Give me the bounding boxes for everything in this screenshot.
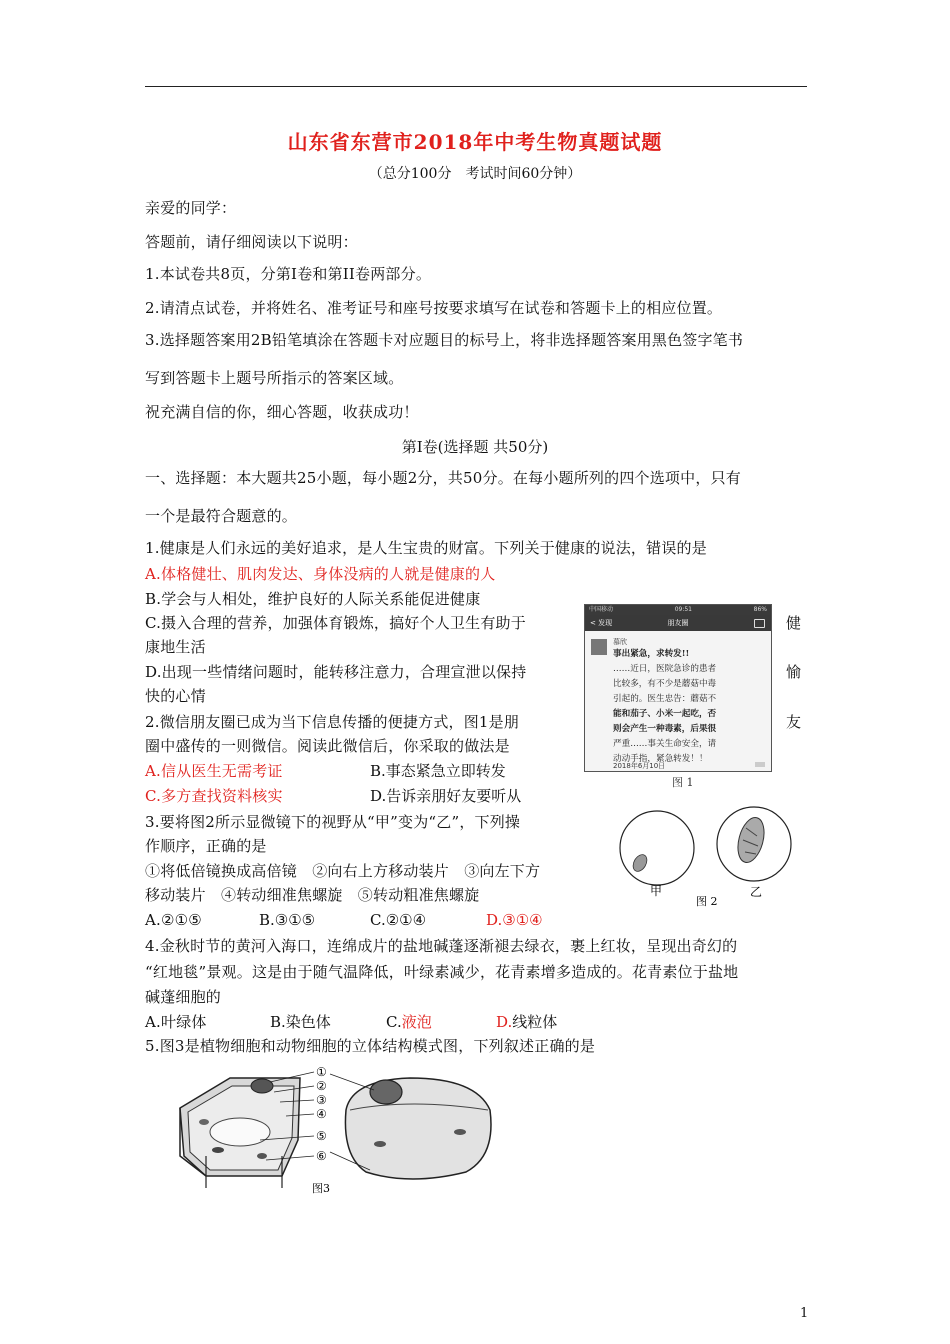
q2-option-c: C.多方查找资料核实 [145,787,283,805]
figure-2-caption: 图 2 [696,895,718,908]
label-2: ② [316,1079,327,1093]
post-line: ……近日，医院急诊的患者 [613,664,717,674]
greeting: 亲爱的同学： [145,199,237,217]
label-yi: 乙 [750,885,763,899]
q1-option-c-cont: 康地生活 [145,638,206,656]
camera-icon [754,619,765,628]
section-instruction: 一、选择题：本大题共25小题，每小题2分，共50分。在每小题所列的四个选项中，只有 [145,469,741,487]
comment-icon [755,762,765,767]
wechat-nav-bar [585,615,771,631]
post-line: 严重……事关生命安全，请 [613,739,717,749]
page-title: 山东省东营市2018年中考生物真题试题 [287,130,663,154]
instruction-item-3: 3.选择题答案用2B铅笔填涂在答题卡对应题目的标号上，将非选择题答案用黑色签字笔书 [145,331,744,349]
q1-option-a: A.体格健壮、肌肉发达、身体没病的人就是健康的人 [145,565,496,583]
q3-operations: ①将低倍镜换成高倍镜 ②向右上方移动装片 ③向左下方 [145,862,541,880]
label-5: ⑤ [316,1129,327,1143]
q4-option-d: D.线粒体 [496,1013,558,1031]
q1-stem: 1.健康是人们永远的美好追求，是人生宝贵的财富。下列关于健康的说法，错误的是 [145,539,707,557]
nav-title: 朋友圈 [667,619,689,627]
q2-stem: 2.微信朋友圈已成为当下信息传播的便捷方式，图1是朋 [145,713,520,731]
q2-stem-wrap: 友 [786,713,802,731]
q1-option-c-wrap: 健 [786,614,802,632]
figure-3-cells [170,1060,500,1200]
specimen-large [733,815,768,866]
q5-stem: 5.图3是植物细胞和动物细胞的立体结构模式图，下列叙述正确的是 [145,1037,596,1055]
q1-option-d: D.出现一些情绪问题时，能转移注意力，合理宣泄以保持 [145,663,527,681]
phone-status-bar [585,605,771,615]
q3-stem: 3.要将图2所示显微镜下的视野从“甲”变为“乙”，下列操 [145,813,521,831]
q3-operations-cont: 移动装片 ④转动细准焦螺旋 ⑤转动粗准焦螺旋 [145,886,480,904]
instruction-item-1: 1.本试卷共8页，分第I卷和第II卷两部分。 [145,265,432,283]
vacuole [210,1118,270,1146]
specimen-small [630,852,649,874]
label-4: ④ [316,1107,327,1121]
figure-3-caption: 图3 [312,1182,330,1195]
battery: 86% [753,606,767,613]
label-3: ③ [316,1093,327,1107]
instruction-lead: 答题前，请仔细阅读以下说明： [145,233,358,251]
poster-name: 慕欣 [613,638,627,646]
instruction-item-3-cont: 写到答题卡上题号所指示的答案区域。 [145,369,404,387]
q2-stem-cont: 圈中盛传的一则微信。阅读此微信后，你采取的做法是 [145,737,510,755]
instruction-item-2: 2.请清点试卷，并将姓名、准考证号和座号按要求填写在试卷和答题卡上的相应位置。 [145,299,723,317]
q3-option-a: A.②①⑤ [145,911,202,929]
carrier: 中国移动 [589,606,614,613]
avatar [591,639,607,655]
label-1: ① [316,1065,327,1079]
field-jia [620,811,694,885]
post-line: 引起的。医生忠告：蘑菇不 [613,694,717,704]
label-6: ⑥ [316,1149,327,1163]
q2-option-b: B.事态紧急立即转发 [370,762,506,780]
animal-cell [345,1078,491,1179]
plant-nucleus [251,1079,273,1093]
q1-option-d-cont: 快的心情 [145,687,206,705]
figure-1-wechat [584,604,772,772]
wish: 祝充满自信的你，细心答题，收获成功！ [145,403,419,421]
post-body [613,647,763,767]
post-line: 能和茄子、小米一起吃，否 [613,709,717,719]
clock: 09:51 [674,606,692,613]
q1-option-d-wrap: 愉 [786,663,802,681]
label-jia: 甲 [650,884,663,898]
q2-option-d: D.告诉亲朋好友要听从 [370,787,522,805]
q1-option-c: C.摄入合理的营养，加强体育锻炼，搞好个人卫生有助于 [145,614,526,632]
post-line: 则会产生一种毒素，后果很 [613,724,717,734]
q4-stem: 4.金秋时节的黄河入海口，连绵成片的盐地碱蓬逐渐褪去绿衣，裹上红妆，呈现出奇幻的 [145,937,738,955]
chloroplast [212,1147,224,1153]
section-instruction-cont: 一个是最符合题意的。 [145,507,298,525]
q3-option-c: C.②①④ [370,911,427,929]
q4-stem-end: 碱蓬细胞的 [145,988,222,1006]
animal-nucleus [370,1080,402,1104]
q2-option-a-text: A.信从医生无需考证 [145,762,283,780]
figure-2-microscope [612,800,812,912]
post-line: 事出紧急，求转发!! [613,649,690,659]
page-number: 1 [800,1306,809,1321]
q4-option-a: A.叶绿体 [145,1013,207,1031]
post-line: 比较多，有不少是蘑菇中毒 [613,679,717,689]
section-heading: 第Ⅰ卷(选择题 共50分) [401,438,549,456]
figure-1-caption: 图 1 [672,776,694,789]
top-rule [145,86,807,87]
q3-option-b: B.③①⑤ [259,911,316,929]
q2-option-a [145,761,283,781]
q4-option-b: B.染色体 [270,1013,331,1031]
q4-stem-cont: “红地毯”景观。这是由于随气温降低，叶绿素减少，花青素增多造成的。花青素位于盐地 [145,963,739,981]
q3-stem-cont: 作顺序，正确的是 [145,837,267,855]
q1-option-b: B.学会与人相处，维护良好的人际关系能促进健康 [145,590,481,608]
q4-option-c: C.液泡 [386,1013,432,1031]
post-line: 动动手指，紧急转发！！ [613,754,708,764]
q3-option-d: D.③①④ [486,911,543,929]
exam-info: （总分100分 考试时间60分钟） [368,166,582,182]
back-link: < 发现 [590,619,613,627]
post-date: 2018年6月10日 [613,762,666,770]
